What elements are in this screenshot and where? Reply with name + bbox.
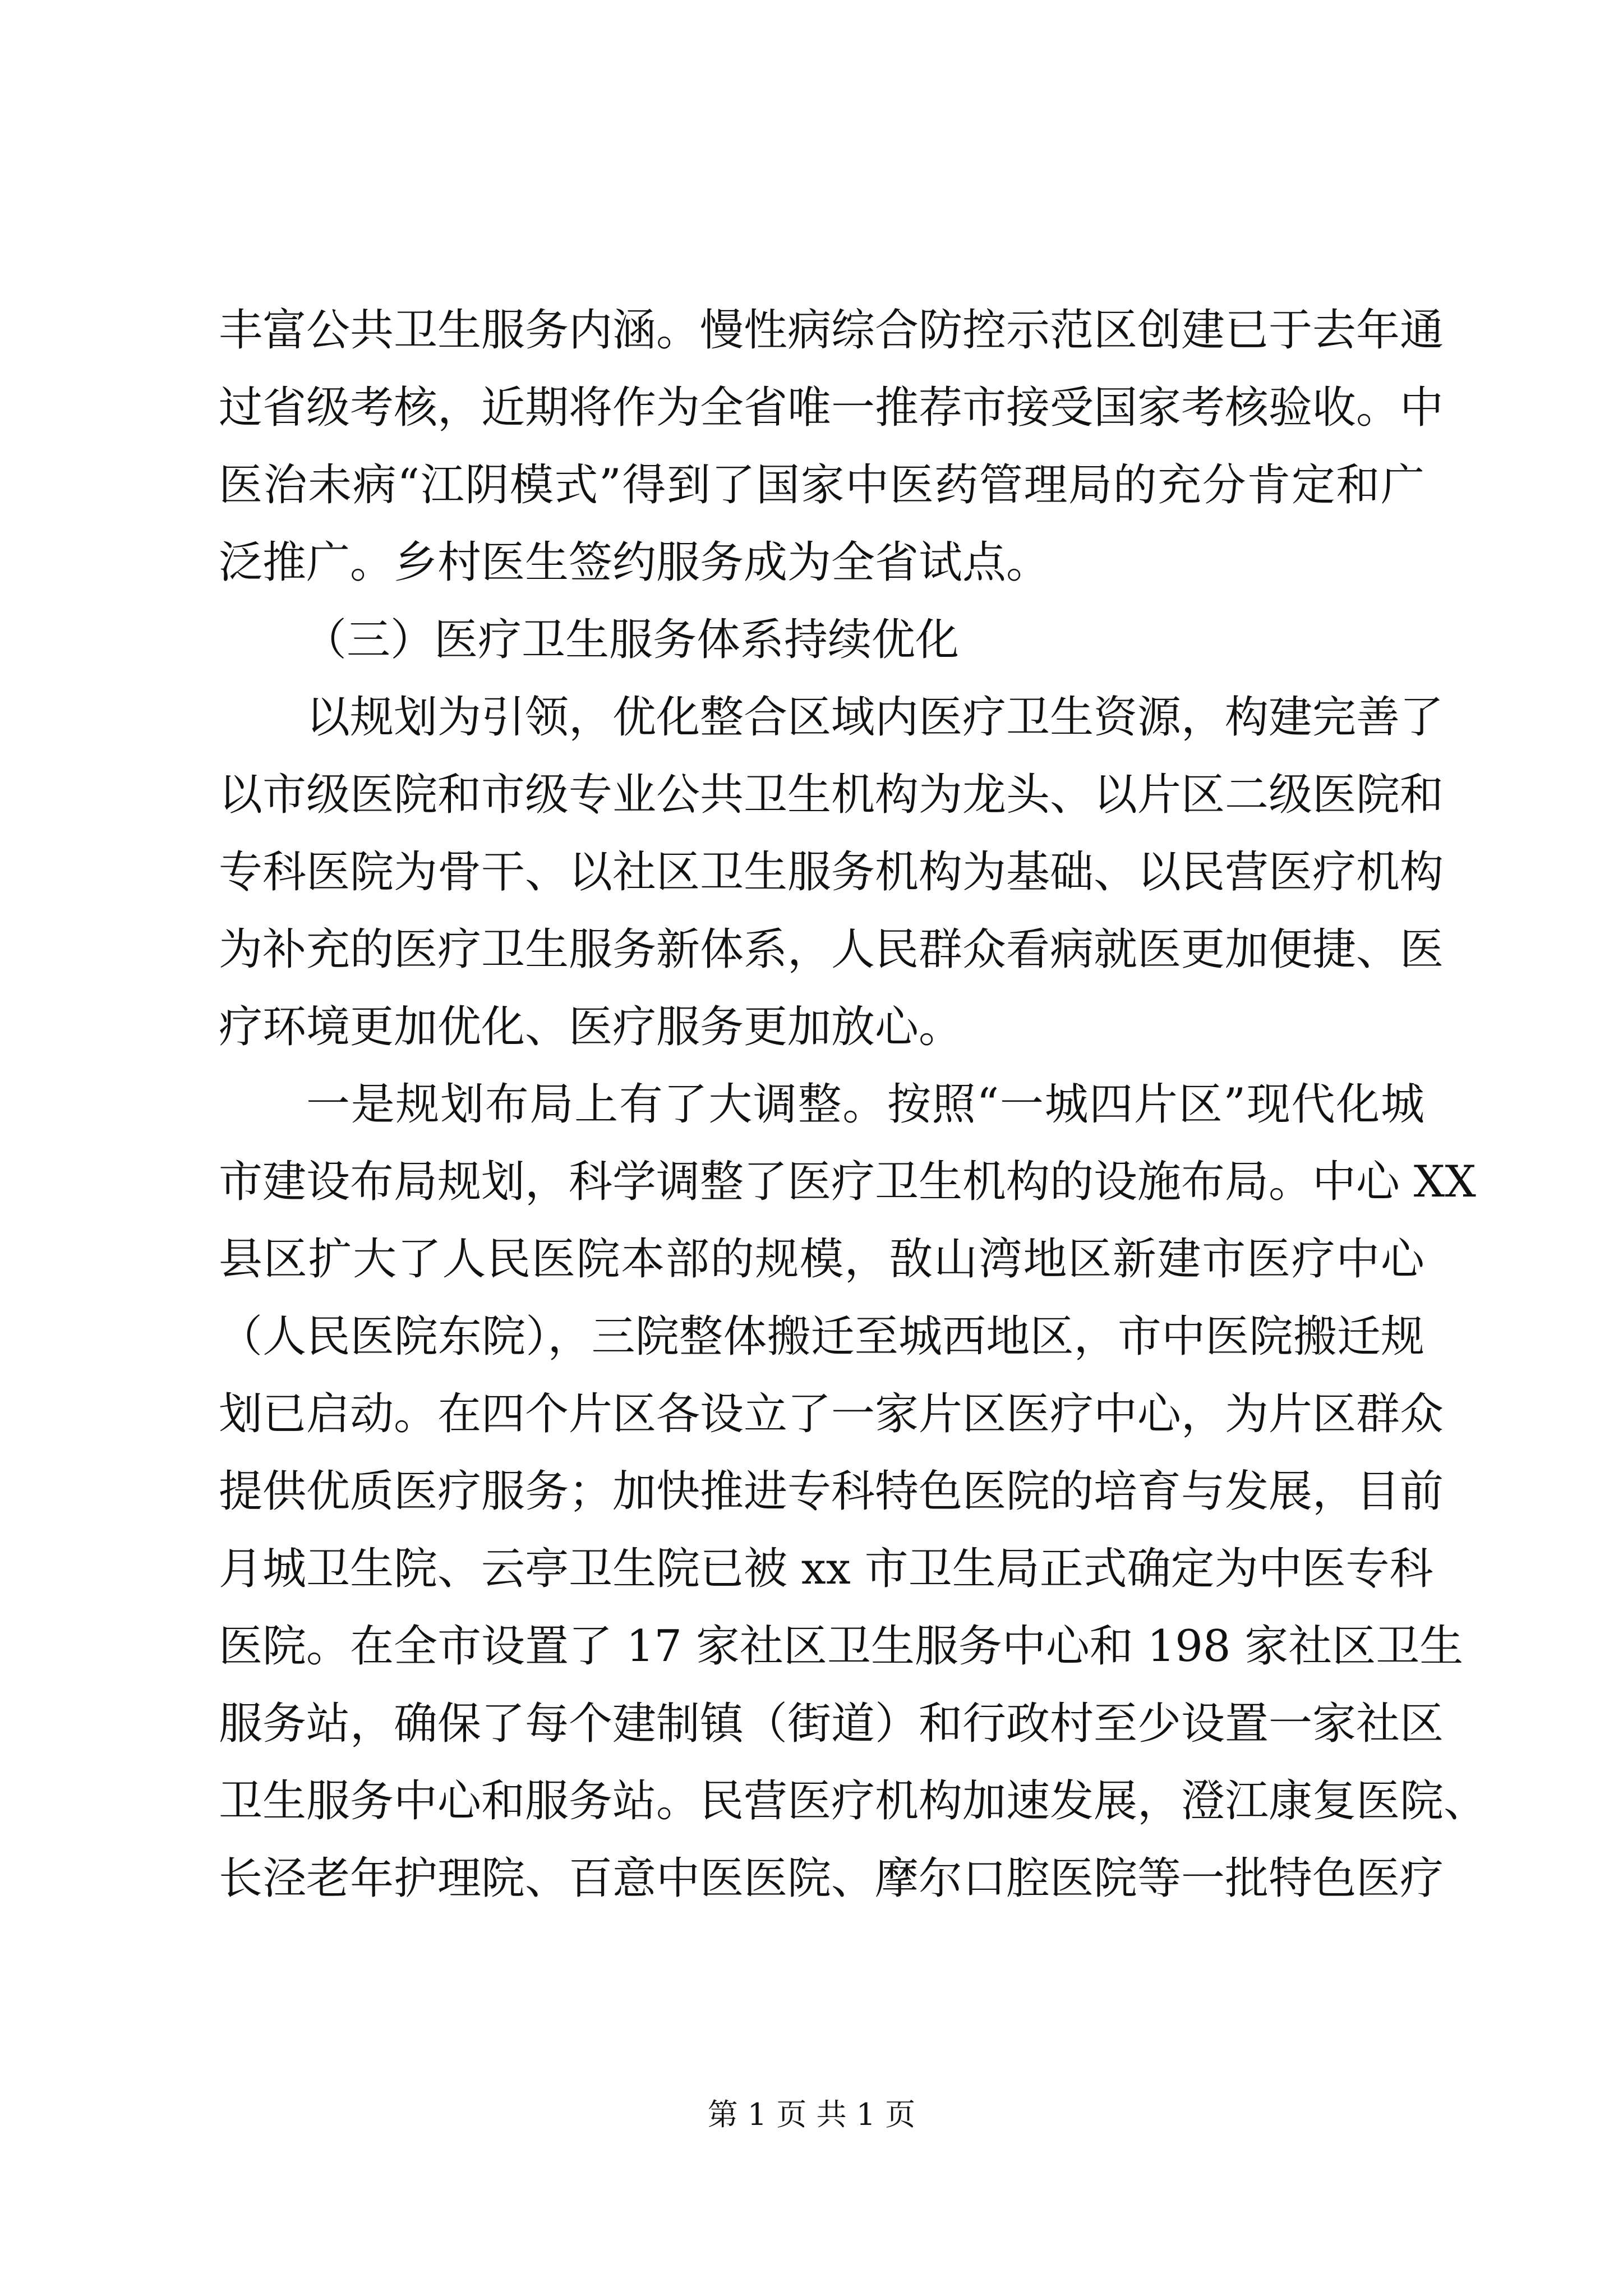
text-line: 一是规划布局上有了大调整。按照“一城四片区”现代化城 bbox=[306, 1079, 1424, 1130]
text-line: 丰富公共卫生服务内涵。慢性病综合防控示范区创建已于去年通 bbox=[219, 305, 1444, 356]
text-line: 过省级考核，近期将作为全省唯一推荐市接受国家考核验收。中 bbox=[219, 383, 1444, 433]
text-line: 市建设布局规划，科学调整了医疗卫生机构的设施布局。中心 XX bbox=[219, 1157, 1476, 1207]
text-line: 月城卫生院、云亭卫生院已被 xx 市卫生局正式确定为中医专科 bbox=[219, 1544, 1433, 1594]
text-line: 医院。在全市设置了 17 家社区卫生服务中心和 198 家社区卫生 bbox=[219, 1621, 1464, 1672]
text-line: 以规划为引领，优化整合区域内医疗卫生资源，构建完善了 bbox=[306, 692, 1444, 743]
text-line: 长泾老年护理院、百意中医医院、摩尔口腔医院等一批特色医疗 bbox=[219, 1853, 1444, 1904]
text-line: 以市级医院和市级专业公共卫生机构为龙头、以片区二级医院和 bbox=[219, 770, 1444, 820]
text-line: 服务站，确保了每个建制镇（街道）和行政村至少设置一家社区 bbox=[219, 1699, 1444, 1749]
text-line: 医治未病“江阴模式”得到了国家中医药管理局的充分肯定和广 bbox=[219, 460, 1424, 510]
text-line: 提供优质医疗服务；加快推进专科特色医院的培育与发展，目前 bbox=[219, 1466, 1444, 1517]
text-line: 为补充的医疗卫生服务新体系，人民群众看病就医更加便捷、医 bbox=[219, 924, 1444, 975]
text-line: 专科医院为骨干、以社区卫生服务机构为基础、以民营医疗机构 bbox=[219, 847, 1444, 898]
document-body bbox=[219, 292, 1488, 1917]
text-line: （人民医院东院），三院整体搬迁至城西地区，市中医院搬迁规 bbox=[219, 1312, 1424, 1362]
text-line: 疗环境更加优化、医疗服务更加放心。 bbox=[219, 1002, 963, 1052]
text-line: 县区扩大了人民医院本部的规模，敔山湾地区新建市医疗中心 bbox=[219, 1234, 1424, 1285]
text-line: 泛推广。乡村医生签约服务成为全省试点。 bbox=[219, 537, 1050, 588]
text-line: 卫生服务中心和服务站。民营医疗机构加速发展，澄江康复医院、 bbox=[219, 1776, 1488, 1826]
text-line: 划已启动。在四个片区各设立了一家片区医疗中心，为片区群众 bbox=[219, 1389, 1444, 1439]
section-heading: （三）医疗卫生服务体系持续优化 bbox=[303, 615, 960, 665]
page-footer: 第 1 页 共 1 页 bbox=[707, 2097, 916, 2132]
